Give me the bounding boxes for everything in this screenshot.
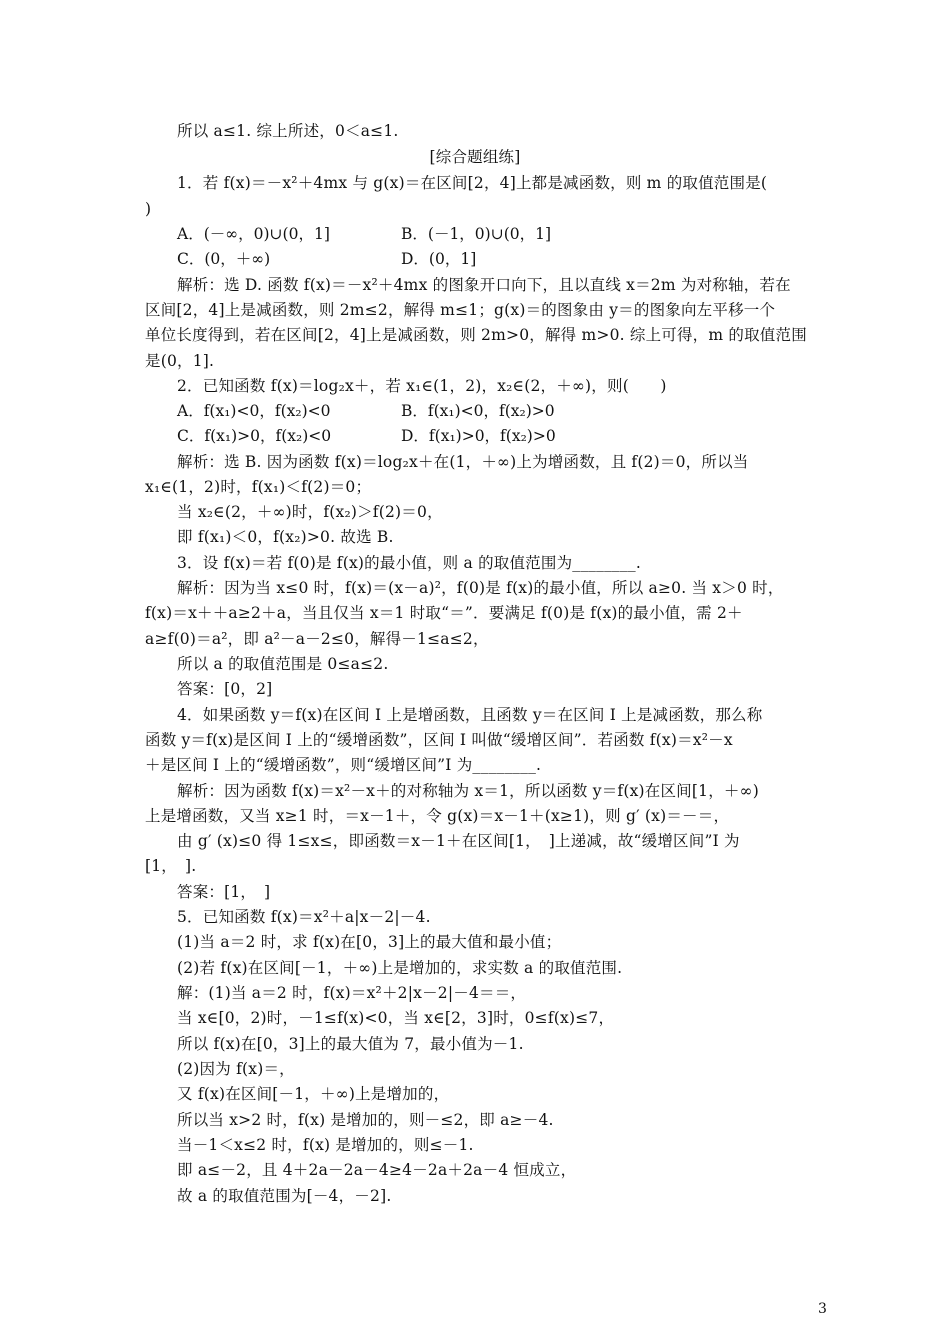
q1-option-b: B．(－1，0)∪(0，1] [401,225,552,243]
text-line: 是(0，1]. [145,352,215,370]
text-line: (2)若 f(x)在区间[－1，＋∞)上是增加的，求实数 a 的取值范围. [177,959,623,977]
text-line: 解析：选 B. 因为函数 f(x)＝log₂x＋在(1，＋∞)上为增函数，且 f(2)＝0，所以当 [177,453,749,471]
answer-3: 答案：[0，2] [177,680,273,698]
text-line: 由 g′ (x)≤0 得 1≤x≤，即函数＝x－1＋在区间[1， ]上递减，故“缓增区间”I 为 [177,832,740,850]
question-5: 5．已知函数 f(x)＝x²＋a|x－2|－4. [177,908,431,926]
text-line: 区间[2，4]上是减函数，则 2m≤2，解得 m≤1；g(x)＝的图象由 y＝的图象向左平移一个 [145,301,776,319]
text-line: 即 f(x₁)＜0，f(x₂)>0. 故选 B. [177,528,394,546]
text-line: 当 x∈[0，2)时，－1≤f(x)<0，当 x∈[2，3]时，0≤f(x)≤7， [177,1009,615,1027]
text-line: 所以当 x>2 时，f(x) 是增加的，则－≤2，即 a≥－4. [177,1111,554,1129]
text-line: ＋是区间 I 上的“缓增函数”，则“缓增区间”I 为________. [145,756,542,774]
text-line: f(x)＝x＋＋a≥2＋a，当且仅当 x＝1 时取“＝”．要满足 f(0)是 f(x)的最小值，需 2＋ [145,604,743,622]
q2-option-c: C．f(x₁)>0，f(x₂)<0 [177,427,332,445]
text-line: 解析：选 D. 函数 f(x)＝－x²＋4mx 的图象开口向下，且以直线 x＝2m 为对称轴，若在 [177,276,791,294]
text-line: 上是增函数，又当 x≥1 时，＝x－1＋，令 g(x)＝x－1＋(x≥1)，则 g′ (x)＝－＝， [145,807,730,825]
q1-option-d: D．(0，1] [401,250,477,268]
q2-option-a: A．f(x₁)<0，f(x₂)<0 [177,402,331,420]
text-line: 即 a≤－2，且 4＋2a－2a－4≥4－2a＋2a－4 恒成立， [177,1161,577,1179]
text-line: a≥f(0)＝a²，即 a²－a－2≤0，解得－1≤a≤2， [145,630,489,648]
text-line: 函数 y＝f(x)是区间 I 上的“缓增函数”，区间 I 叫做“缓增区间”．若函数 f(x)＝x²－x [145,731,733,749]
section-heading: [综合题组练] [429,148,521,166]
text-line: [1， ]. [145,857,197,875]
text-line: 解：(1)当 a＝2 时，f(x)＝x²＋2|x－2|－4＝＝， [177,984,527,1002]
text-line: (1)当 a＝2 时，求 f(x)在[0，3]上的最大值和最小值； [177,933,562,951]
page-number: 3 [818,1301,827,1317]
text-line: 所以 f(x)在[0，3]上的最大值为 7，最小值为－1. [177,1035,524,1053]
question-1: 1．若 f(x)＝－x²＋4mx 与 g(x)＝在区间[2，4]上都是减函数，则 m 的取值范围是( [177,174,768,192]
q1-option-c: C．(0，＋∞) [177,250,271,268]
text-line: (2)因为 f(x)＝， [177,1060,295,1078]
text-line: 又 f(x)在区间[－1，＋∞)上是增加的， [177,1085,450,1103]
text-line: 单位长度得到，若在区间[2，4]上是减函数，则 2m>0，解得 m>0. 综上可得，m 的取值范围 [145,326,807,344]
text-line: 解析：因为当 x≤0 时，f(x)＝(x－a)²，f(0)是 f(x)的最小值，所以 a≥0. 当 x＞0 时， [177,579,784,597]
question-2: 2．已知函数 f(x)＝log₂x＋，若 x₁∈(1，2)，x₂∈(2，＋∞)，则( ) [177,377,667,395]
question-3: 3．设 f(x)＝若 f(0)是 f(x)的最小值，则 a 的取值范围为________. [177,554,642,572]
text-line: x₁∈(1，2)时，f(x₁)＜f(2)＝0； [145,478,372,496]
q1-option-a: A．(－∞，0)∪(0，1] [177,225,330,243]
text-line: 所以 a 的取值范围是 0≤a≤2. [177,655,389,673]
answer-4: 答案：[1， ] [177,883,271,901]
text-line: ) [145,200,152,218]
text-line: 当－1＜x≤2 时，f(x) 是增加的，则≤－1. [177,1136,474,1154]
text-line: 当 x₂∈(2，＋∞)时，f(x₂)＞f(2)＝0， [177,503,443,521]
q2-option-b: B．f(x₁)<0，f(x₂)>0 [401,402,555,420]
text-line: 解析：因为函数 f(x)＝x²－x＋的对称轴为 x＝1，所以函数 y＝f(x)在区间[1，＋∞) [177,782,759,800]
question-4: 4．如果函数 y＝f(x)在区间 I 上是增函数，且函数 y＝在区间 I 上是减函数，那么称 [177,706,763,724]
text-line: 所以 a≤1. 综上所述，0＜a≤1. [177,122,399,140]
text-line: 故 a 的取值范围为[－4，－2]. [177,1187,392,1205]
q2-option-d: D．f(x₁)>0，f(x₂)>0 [401,427,556,445]
